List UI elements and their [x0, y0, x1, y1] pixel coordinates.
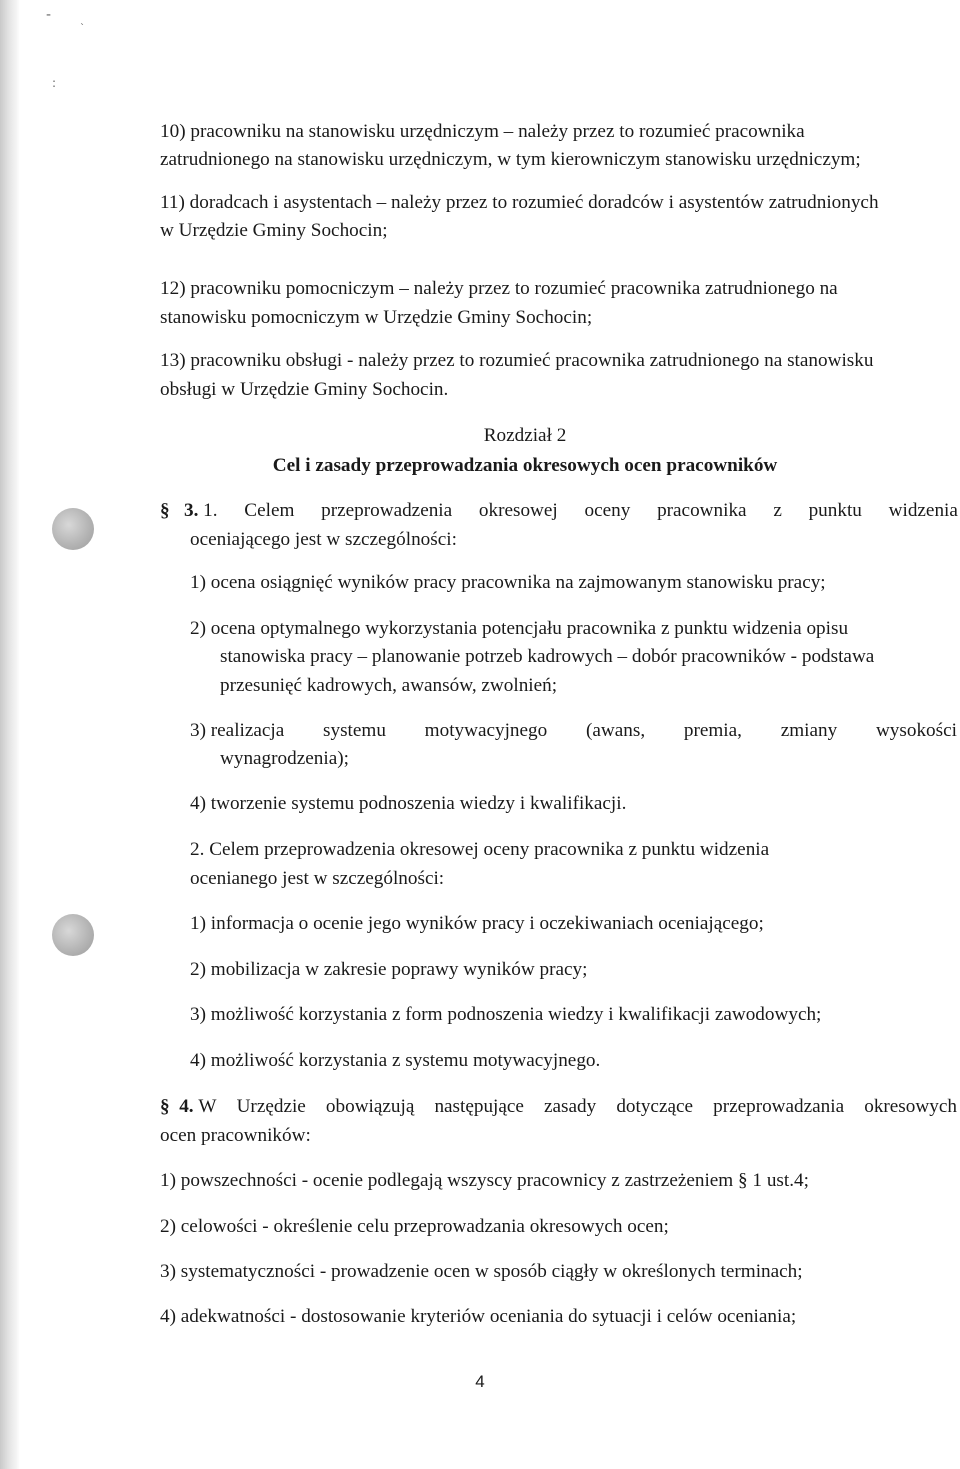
word: okresowej [478, 500, 558, 521]
paragraph-number: 3. [183, 500, 199, 521]
word: 3) realizacja [190, 720, 285, 741]
ust-2-point-1: 1) informacja o ocenie jego wyników pracy i oczekiwaniach oceniającego; [190, 913, 764, 934]
paragraph-4-line-1 [160, 1096, 957, 1118]
word: punktu [808, 500, 862, 521]
word: okresowych [864, 1096, 957, 1117]
point-4: 4) tworzenie systemu podnoszenia wiedzy i kwalifikacji. [190, 793, 627, 814]
word: przeprowadzenia [321, 500, 453, 521]
item-12-line-2: stanowisku pomocniczym w Urzędzie Gminy Sochocin; [160, 307, 593, 328]
word: zasady [544, 1096, 597, 1117]
word: 1. [203, 500, 218, 521]
point-2-line-2: stanowiska pracy – planowanie potrzeb kadrowych – dobór pracowników - podstawa [220, 646, 875, 667]
word: premia, [683, 720, 742, 741]
scan-mark: : [52, 76, 57, 90]
principle-4: 4) adekwatności - dostosowanie kryteriów oceniania do sytuacji i celów oceniania; [160, 1306, 797, 1327]
item-12-line-1: 12) pracowniku pomocniczym – należy przez to rozumieć pracownika zatrudnionego na [160, 278, 838, 299]
item-13-line-1: 13) pracowniku obsługi - należy przez to rozumieć pracownika zatrudnionego na stanowisku [160, 350, 874, 371]
item-11-line-2: w Urzędzie Gminy Sochocin; [160, 220, 388, 241]
ust-2-point-3: 3) możliwość korzystania z form podnoszenia wiedzy i kwalifikacji zawodowych; [190, 1004, 822, 1025]
point-1: 1) ocena osiągnięć wyników pracy pracownika na zajmowanym stanowisku pracy; [190, 572, 826, 593]
paragraph-3-line-2: oceniającego jest w szczególności: [190, 529, 457, 550]
word: wysokości [875, 720, 957, 741]
scan-mark: ` [80, 23, 85, 34]
principle-1: 1) powszechności - ocenie podlegają wszyscy pracownicy z zastrzeżeniem § 1 ust.4; [160, 1170, 809, 1191]
item-11-line-1: 11) doradcach i asystentach – należy przez to rozumieć doradców i asystentów zatrudnionych [160, 192, 879, 213]
scan-left-edge [0, 0, 20, 1469]
word: systemu [323, 720, 386, 741]
item-10-line-2: zatrudnionego na stanowisku urzędniczym, w tym kierowniczym stanowisku urzędniczym; [160, 149, 861, 170]
ust-2-line-2: ocenianego jest w szczególności: [190, 868, 445, 889]
word: z [773, 500, 782, 521]
paragraph-3-head [160, 500, 218, 522]
paragraph-sign: § [160, 1096, 170, 1117]
principle-2: 2) celowości - określenie celu przeprowadzania okresowych ocen; [160, 1216, 669, 1237]
paragraph-sign: § [160, 500, 170, 521]
paragraph-number: 4. [179, 1096, 194, 1117]
word: widzenia [888, 500, 958, 521]
punch-hole [52, 508, 94, 550]
page-number: 4 [475, 1372, 485, 1391]
point-3-line-1 [190, 720, 957, 742]
ust-2-point-4: 4) możliwość korzystania z systemu motywacyjnego. [190, 1050, 601, 1071]
word: zmiany [780, 720, 838, 741]
punch-hole [52, 914, 94, 956]
word: oceny [584, 500, 631, 521]
word: motywacyjnego [424, 720, 548, 741]
chapter-title: Cel i zasady przeprowadzania okresowych ocen pracowników [272, 455, 778, 476]
chapter-label: Rozdział 2 [483, 425, 567, 446]
scan-mark: - [46, 7, 52, 23]
ust-2-line-1: 2. Celem przeprowadzenia okresowej oceny pracownika z punktu widzenia [190, 839, 770, 860]
word: W [198, 1096, 217, 1117]
word: pracownika [657, 500, 747, 521]
word: obowiązują [325, 1096, 415, 1117]
word: dotyczące [616, 1096, 694, 1117]
paragraph-4-head [160, 1096, 217, 1118]
point-2-line-1: 2) ocena optymalnego wykorzystania potencjału pracownika z punktu widzenia opisu [190, 618, 849, 639]
paragraph-4-line-2: ocen pracowników: [160, 1125, 311, 1146]
item-10-line-1: 10) pracowniku na stanowisku urzędniczym – należy przez to rozumieć pracownika [160, 121, 805, 142]
item-13-line-2: obsługi w Urzędzie Gminy Sochocin. [160, 379, 449, 400]
word: Celem [244, 500, 295, 521]
paragraph-3-line-1 [160, 500, 958, 522]
ust-2-point-2: 2) mobilizacja w zakresie poprawy wyników pracy; [190, 959, 588, 980]
principle-3: 3) systematyczności - prowadzenie ocen w sposób ciągły w określonych terminach; [160, 1261, 803, 1282]
point-2-line-3: przesunięć kadrowych, awansów, zwolnień; [220, 675, 558, 696]
word: następujące [434, 1096, 524, 1117]
word: Urzędzie [236, 1096, 306, 1117]
word: przeprowadzania [713, 1096, 845, 1117]
word: (awans, [585, 720, 646, 741]
point-3-line-2: wynagrodzenia); [220, 748, 349, 769]
